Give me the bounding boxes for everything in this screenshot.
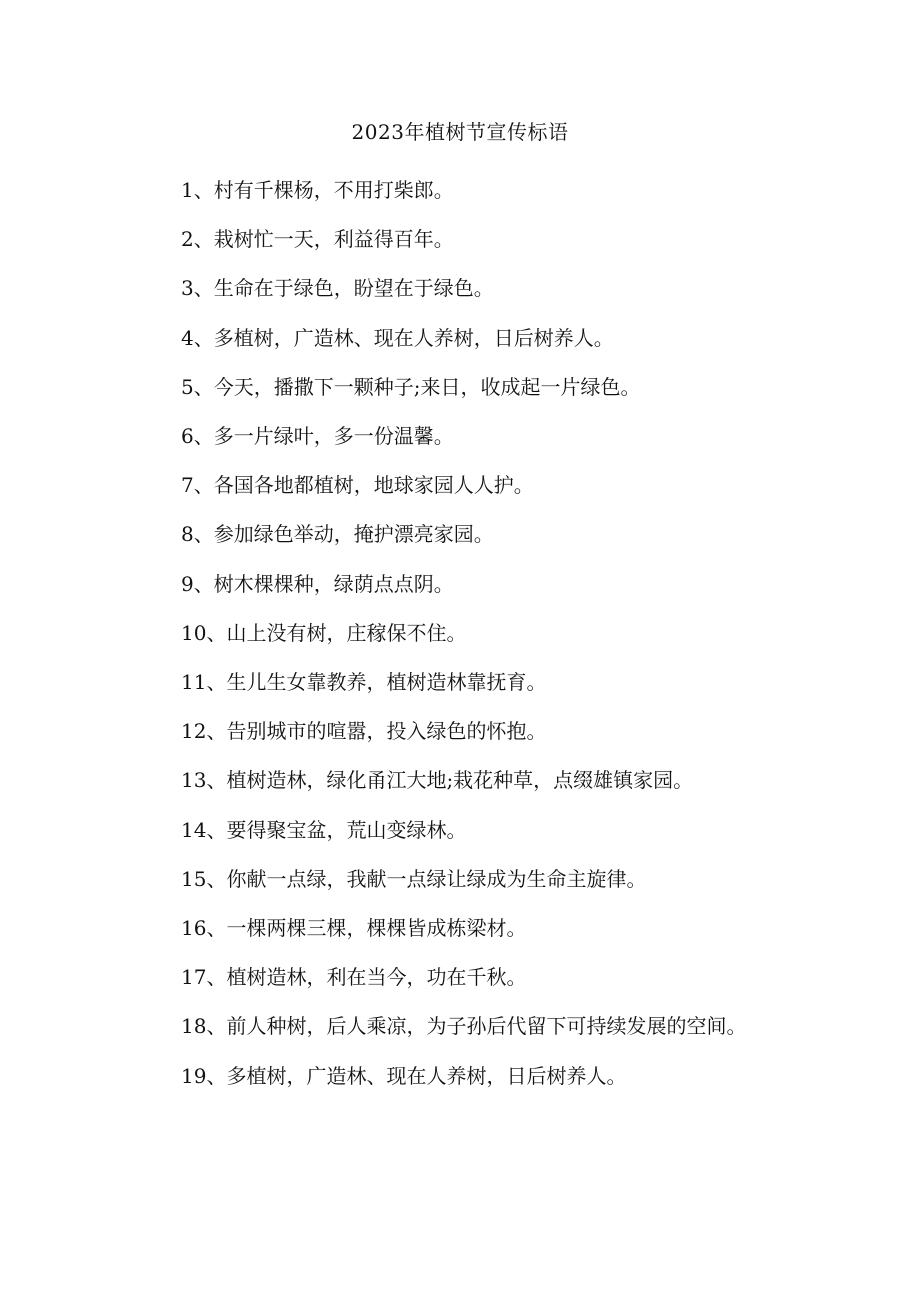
slogan-item: 8、参加绿色举动，掩护漂亮家园。 <box>181 522 494 547</box>
slogan-item: 18、前人种树，后人乘凉，为子孙后代留下可持续发展的空间。 <box>181 1014 747 1039</box>
slogan-item: 11、生儿生女靠教养，植树造林靠抚育。 <box>181 670 547 695</box>
slogan-item: 7、各国各地都植树，地球家园人人护。 <box>181 473 534 498</box>
slogan-item: 10、山上没有树，庄稼保不住。 <box>181 620 467 645</box>
slogan-item: 3、生命在于绿色，盼望在于绿色。 <box>181 276 494 301</box>
slogan-item: 4、多植树，广造林、现在人养树，日后树养人。 <box>181 325 614 350</box>
slogan-item: 1、村有千棵杨，不用打柴郎。 <box>181 178 454 202</box>
slogan-item: 12、告别城市的喧嚣，投入绿色的怀抱。 <box>181 719 547 744</box>
slogan-item: 6、多一片绿叶，多一份温馨。 <box>181 424 454 449</box>
slogan-item: 5、今天，播撒下一颗种子;来日，收成起一片绿色。 <box>181 374 641 399</box>
slogan-item: 13、植树造林，绿化甬江大地;栽花种草，点缀雄镇家园。 <box>181 768 694 793</box>
slogan-item: 14、要得聚宝盆，荒山变绿林。 <box>181 817 467 842</box>
slogan-item: 2、栽树忙一天，利益得百年。 <box>181 227 454 252</box>
slogan-item: 9、树木棵棵种，绿荫点点阴。 <box>181 571 454 596</box>
slogan-item: 19、多植树，广造林、现在人养树，日后树养人。 <box>181 1063 627 1088</box>
slogan-item: 15、你献一点绿，我献一点绿让绿成为生命主旋律。 <box>181 866 647 891</box>
slogan-item: 16、一棵两棵三棵，棵棵皆成栋梁材。 <box>181 916 527 941</box>
document-title: 2023年植树节宣传标语 <box>351 120 569 144</box>
slogan-item: 17、植树造林，利在当今，功在千秋。 <box>181 965 527 990</box>
slogan-list <box>138 166 798 1101</box>
